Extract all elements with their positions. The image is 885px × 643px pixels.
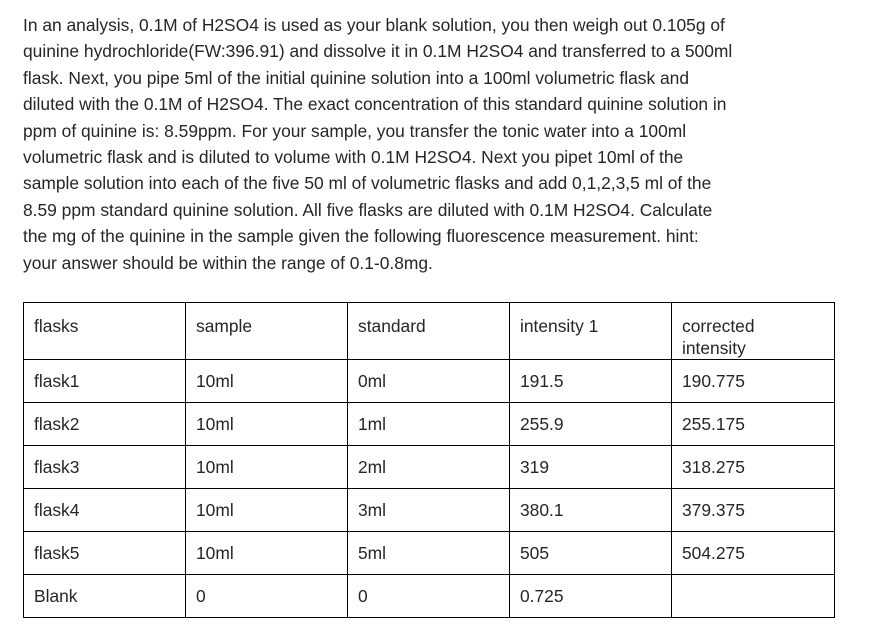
cell-flask: Blank (24, 575, 186, 618)
header-intensity-1: intensity 1 (510, 303, 672, 360)
table-row (24, 403, 835, 446)
cell-corrected: 379.375 (672, 489, 835, 532)
problem-line: your answer should be within the range of 0.1-0.8mg. (23, 252, 433, 273)
cell-corrected: 318.275 (672, 446, 835, 489)
problem-line: sample solution into each of the five 50 ml of volumetric flasks and add 0,1,2,3,5 ml of the (23, 173, 712, 194)
cell-sample: 10ml (186, 489, 348, 532)
table-row (24, 575, 835, 618)
problem-line: quinine hydrochloride(FW:396.91) and dissolve it in 0.1M H2SO4 and transferred to a 500ml (23, 41, 733, 62)
cell-standard: 0ml (348, 360, 510, 403)
cell-corrected: 504.275 (672, 532, 835, 575)
problem-line: ppm of quinine is: 8.59ppm. For your sample, you transfer the tonic water into a 100ml (23, 120, 687, 141)
cell-standard: 2ml (348, 446, 510, 489)
cell-intensity: 0.725 (510, 575, 672, 618)
cell-flask: flask3 (24, 446, 186, 489)
problem-line: In an analysis, 0.1M of H2SO4 is used as your blank solution, you then weigh out 0.105g of (23, 15, 725, 35)
cell-corrected: 190.775 (672, 360, 835, 403)
problem-line: diluted with the 0.1M of H2SO4. The exact concentration of this standard quinine solution in (23, 94, 727, 115)
cell-intensity: 319 (510, 446, 672, 489)
cell-intensity: 505 (510, 532, 672, 575)
cell-sample: 10ml (186, 446, 348, 489)
header-corrected-intensity (672, 303, 835, 360)
cell-corrected: 255.175 (672, 403, 835, 446)
cell-flask: flask4 (24, 489, 186, 532)
table-row (24, 532, 835, 575)
cell-standard: 5ml (348, 532, 510, 575)
fluorescence-table (23, 302, 835, 618)
problem-line: 8.59 ppm standard quinine solution. All five flasks are diluted with 0.1M H2SO4. Calculate (23, 199, 713, 220)
cell-sample: 10ml (186, 403, 348, 446)
header-standard: standard (348, 303, 510, 360)
table-row (24, 489, 835, 532)
problem-line: the mg of the quinine in the sample given the following fluorescence measurement. hint: (23, 226, 699, 247)
cell-sample: 10ml (186, 532, 348, 575)
table-row (24, 446, 835, 489)
cell-corrected (672, 575, 835, 618)
cell-sample: 0 (186, 575, 348, 618)
problem-statement (23, 12, 843, 276)
cell-intensity: 191.5 (510, 360, 672, 403)
table-header-row (24, 303, 835, 360)
header-sample: sample (186, 303, 348, 360)
cell-standard: 3ml (348, 489, 510, 532)
cell-flask: flask5 (24, 532, 186, 575)
cell-intensity: 380.1 (510, 489, 672, 532)
problem-line: volumetric flask and is diluted to volume with 0.1M H2SO4. Next you pipet 10ml of the (23, 147, 684, 168)
problem-line: flask. Next, you pipe 5ml of the initial quinine solution into a 100ml volumetric flask and (23, 67, 690, 88)
cell-standard: 0 (348, 575, 510, 618)
cell-sample: 10ml (186, 360, 348, 403)
cell-flask: flask1 (24, 360, 186, 403)
header-flasks: flasks (24, 303, 186, 360)
header-corrected-line-2: intensity (682, 338, 746, 358)
cell-standard: 1ml (348, 403, 510, 446)
header-corrected-line-1: corrected (682, 316, 755, 336)
table-row (24, 360, 835, 403)
cell-flask: flask2 (24, 403, 186, 446)
cell-intensity: 255.9 (510, 403, 672, 446)
